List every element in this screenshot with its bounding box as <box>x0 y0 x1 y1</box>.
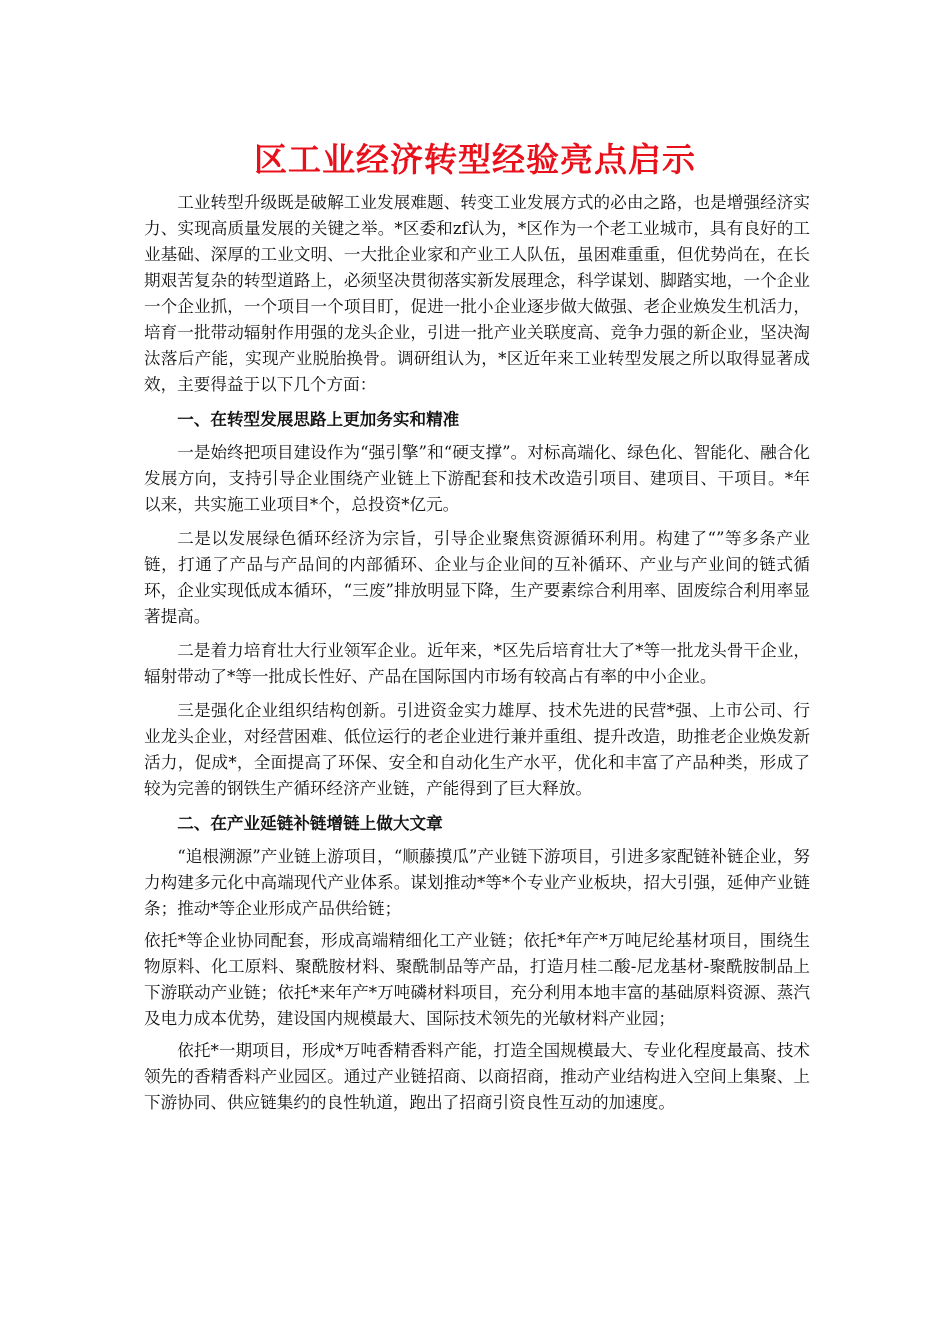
body-paragraph: “追根溯源”产业链上游项目，“顺藤摸瓜”产业链下游项目，引进多家配链补链企业，努力构建多元化中高端现代产业体系。谋划推动*等*个专业产业板块，招大引强，延伸产业链条；推动*等企业形成产品供给链； <box>144 847 810 918</box>
intro-paragraph: 工业转型升级既是破解工业发展难题、转变工业发展方式的必由之路，也是增强经济实力、实现高质量发展的关键之举。*区委和zf认为，*区作为一个老工业城市，具有良好的工业基础、深厚的工业文明、一大批企业家和产业工人队伍，虽困难重重，但优势尚在，在长期艰苦复杂的转型道路上，必须坚决贯彻落实新发展理念，科学谋划、脚踏实地，一个企业一个企业抓，一个项目一个项目盯，促进一批小企业逐步做大做强、老企业焕发生机活力，培育一批带动辐射作用强的龙头企业，引进一批产业关联度高、竞争力强的新企业，坚决淘汰落后产能，实现产业脱胎换骨。调研组认为，*区近年来工业转型发展之所以取得显著成效，主要得益于以下几个方面： <box>144 193 810 394</box>
body-paragraph: 二是着力培育壮大行业领军企业。近年来，*区先后培育壮大了*等一批龙头骨干企业，辐射带动了*等一批成长性好、产品在国际国内市场有较高占有率的中小企业。 <box>144 641 810 686</box>
document-title: 区工业经济转型经验亮点启示 <box>254 140 696 179</box>
body-paragraph: 依托*一期项目，形成*万吨香精香料产能，打造全国规模最大、专业化程度最高、技术领先的香精香料产业园区。通过产业链招商、以商招商，推动产业结构进入空间上集聚、上下游协同、供应链集约的良性轨道，跑出了招商引资良性互动的加速度。 <box>144 1041 810 1112</box>
document-body <box>144 190 810 1116</box>
body-paragraph: 三是强化企业组织结构创新。引进资金实力雄厚、技术先进的民营*强、上市公司、行业龙头企业，对经营困难、低位运行的老企业进行兼并重组、提升改造，助推老企业焕发新活力，促成*，全面提高了环保、安全和自动化生产水平，优化和丰富了产品种类，形成了较为完善的钢铁生产循环经济产业链，产能得到了巨大释放。 <box>144 701 810 798</box>
section-heading-1: 一、在转型发展思路上更加务实和精准 <box>177 409 460 429</box>
body-paragraph: 二是以发展绿色循环经济为宗旨，引导企业聚焦资源循环利用。构建了“”等多条产业链，打通了产品与产品间的内部循环、企业与企业间的互补循环、产业与产业间的链式循环，企业实现低成本循环，“三废”排放明显下降，生产要素综合利用率、固废综合利用率显著提高。 <box>144 529 810 626</box>
body-paragraph: 依托*等企业协同配套，形成高端精细化工产业链；依托*年产*万吨尼纶基材项目，围绕生物原料、化工原料、聚酰胺材料、聚酰制品等产品，打造月桂二酸-尼龙基材-聚酰胺制品上下游联动产业链；依托*来年产*万吨磷材料项目，充分利用本地丰富的基础原料资源、蒸汽及电力成本优势，建设国内规模最大、国际技术领先的光敏材料产业园； <box>144 931 810 1028</box>
section-heading-2: 二、在产业延链补链增链上做大文章 <box>177 813 443 833</box>
body-paragraph: 一是始终把项目建设作为“强引擎”和“硬支撑”。对标高端化、绿色化、智能化、融合化发展方向，支持引导企业围绕产业链上下游配套和技术改造引项目、建项目、干项目。*年以来，共实施工业项目*个，总投资*亿元。 <box>144 443 810 514</box>
